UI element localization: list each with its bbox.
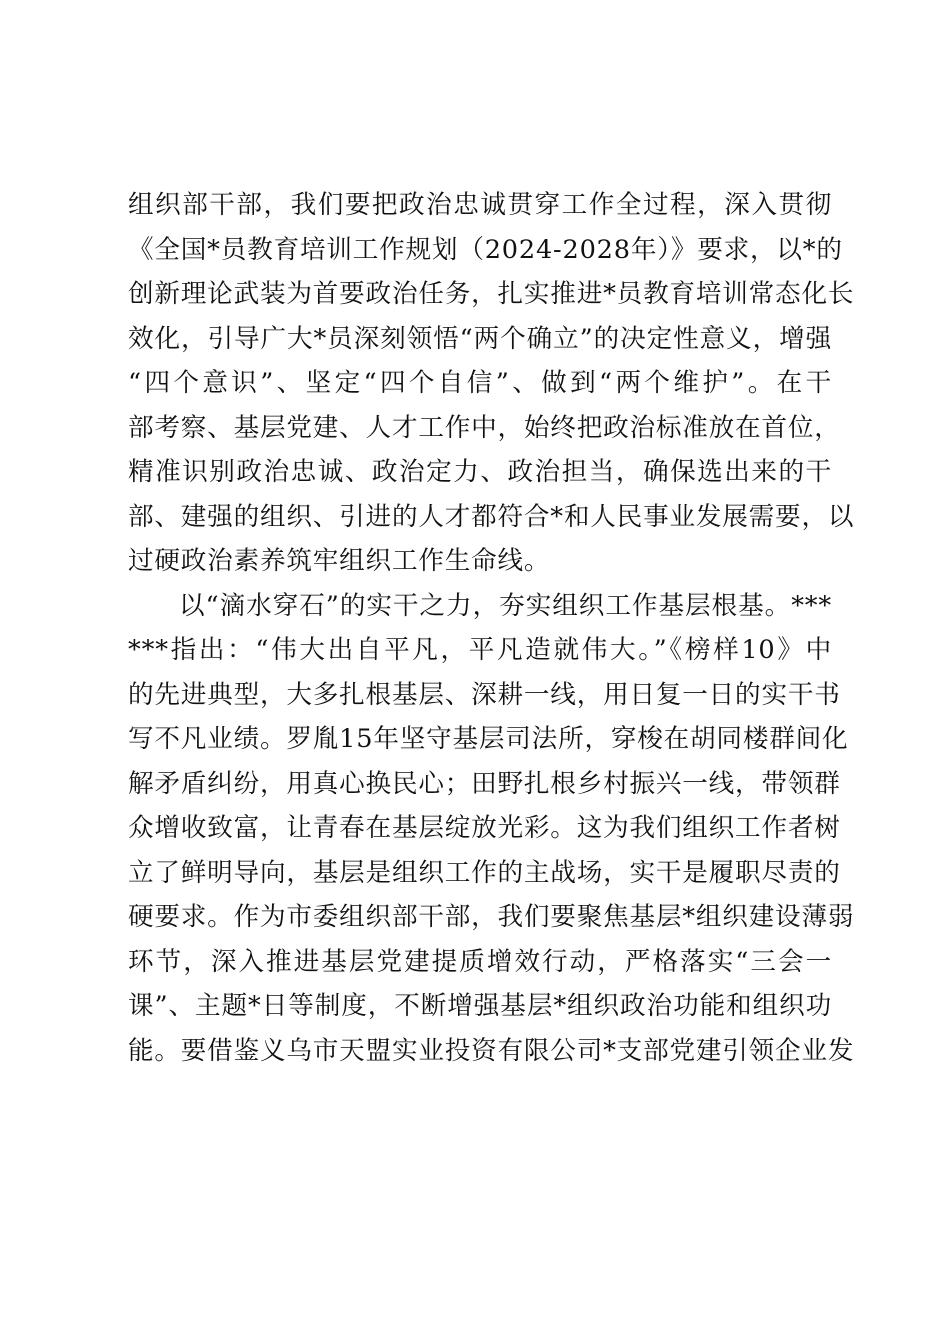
paragraph-line: 能。要借鉴义乌市天盟实业投资有限公司*支部党建引领企业发: [128, 1035, 855, 1066]
paragraph-1: [128, 183, 855, 584]
paragraph-line: 过硬政治素养筑牢组织工作生命线。: [128, 546, 551, 576]
paragraph-line: 精准识别政治忠诚、政治定力、政治担当，确保选出来的干: [128, 457, 832, 487]
paragraph-line: 课”、主题*日等制度，不断增强基层*组织政治功能和组织功: [128, 991, 832, 1021]
paragraph-line: 的先进典型，大多扎根基层、深耕一线，用日复一日的实干书: [128, 679, 841, 710]
paragraph-line: 众增收致富，让青春在基层绽放光彩。这为我们组织工作者树: [128, 813, 841, 843]
paragraph-line: 效化，引导广大*员深刻领悟“两个确立”的决定性意义，增强: [128, 323, 832, 354]
paragraph-line: ***指出：“伟大出自平凡，平凡造就伟大。”《榜样10》中: [128, 635, 832, 665]
paragraph-line: 硬要求。作为市委组织部干部，我们要聚焦基层*组织建设薄弱: [128, 902, 855, 932]
paragraph-2: [128, 584, 855, 1074]
paragraph-line: 部、建强的组织、引进的人才都符合*和人民事业发展需要，以: [128, 501, 855, 532]
paragraph-line: 创新理论武装为首要政治任务，扎实推进*员教育培训常态化长: [128, 279, 855, 309]
paragraph-line: 《全国*员教育培训工作规划（2024-2028年）》要求，以*的: [128, 234, 843, 265]
paragraph-line: 以“滴水穿石”的实干之力，夯实组织工作基层根基。***: [179, 590, 832, 621]
paragraph-line: 解矛盾纠纷，用真心换民心；田野扎根乡村振兴一线，带领群: [128, 768, 841, 799]
paragraph-line: 组织部干部，我们要把政治忠诚贯穿工作全过程，深入贯彻: [128, 190, 832, 220]
paragraph-line: “四个意识”、坚定“四个自信”、做到“两个维护”。在干: [128, 368, 832, 398]
document-body: [128, 183, 855, 1073]
paragraph-line: 部考察、基层党建、人才工作中，始终把政治标准放在首位，: [128, 412, 841, 443]
paragraph-line: 立了鲜明导向，基层是组织工作的主战场，实干是履职尽责的: [128, 857, 841, 888]
paragraph-line: 环节，深入推进基层党建提质增效行动，严格落实“三会一: [128, 946, 832, 977]
paragraph-line: 写不凡业绩。罗胤15年坚守基层司法所，穿梭在胡同楼群间化: [128, 724, 849, 754]
